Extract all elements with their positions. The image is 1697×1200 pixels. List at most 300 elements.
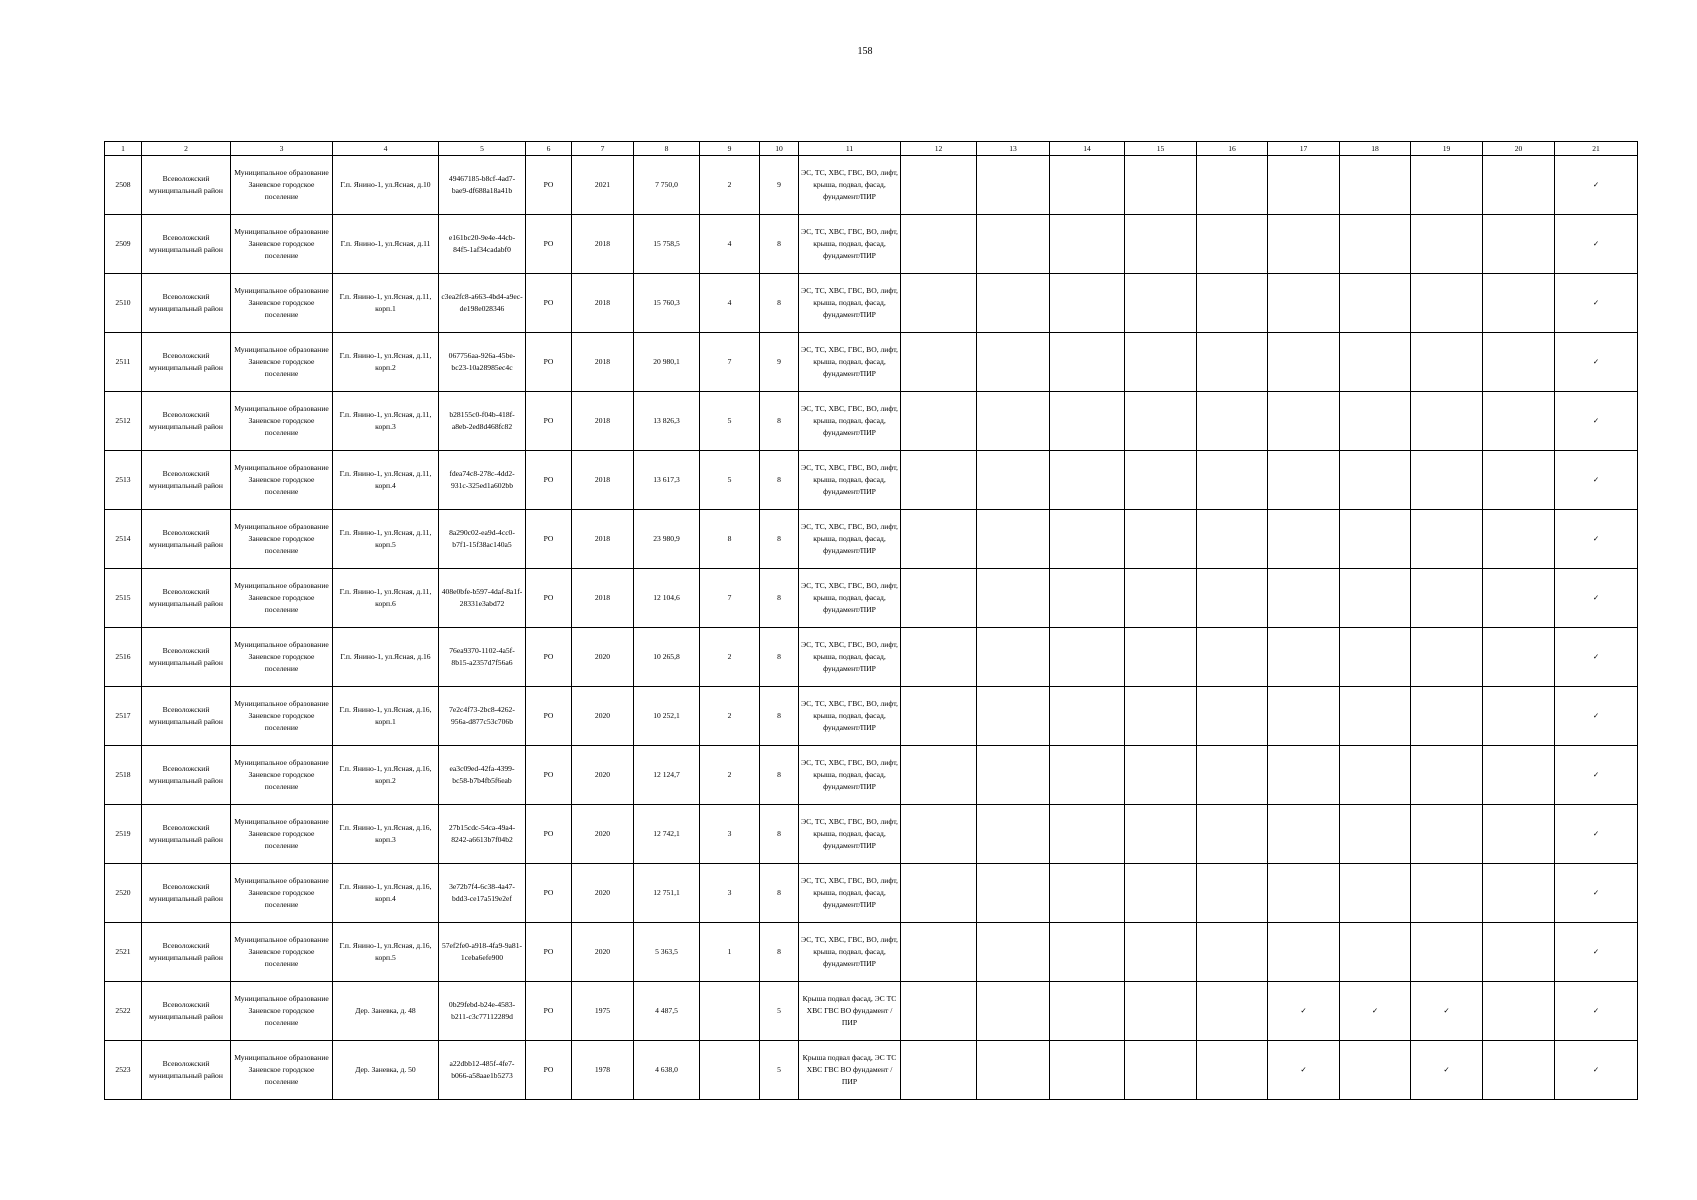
- col18-check-cell: ✓: [1340, 982, 1411, 1041]
- col15-cell: [1125, 1041, 1197, 1100]
- municipality-cell: Муниципальное образование Заневское городское поселение: [231, 451, 333, 510]
- col20-cell: [1483, 569, 1555, 628]
- col12-cell: [901, 687, 977, 746]
- col14-cell: [1050, 156, 1125, 215]
- row-number-cell: 2517: [105, 687, 142, 746]
- floors-cell: 8: [760, 451, 799, 510]
- col9-cell: 5: [700, 451, 760, 510]
- municipality-cell: Муниципальное образование Заневское городское поселение: [231, 333, 333, 392]
- col20-cell: [1483, 392, 1555, 451]
- municipality-cell: Муниципальное образование Заневское городское поселение: [231, 923, 333, 982]
- col15-cell: [1125, 982, 1197, 1041]
- col14-cell: [1050, 982, 1125, 1041]
- col17-check-cell: ✓: [1268, 1041, 1340, 1100]
- col13-cell: [977, 333, 1050, 392]
- column-header-21: 21: [1555, 142, 1638, 156]
- address-cell: Дер. Заневка, д. 50: [333, 1041, 439, 1100]
- year-cell: 2018: [572, 510, 634, 569]
- col13-cell: [977, 1041, 1050, 1100]
- column-header-8: 8: [634, 142, 700, 156]
- col20-cell: [1483, 805, 1555, 864]
- year-cell: 2020: [572, 746, 634, 805]
- area-cell: 10 252,1: [634, 687, 700, 746]
- area-cell: 13 617,3: [634, 451, 700, 510]
- works-cell: Крыша подвал фасад, ЭС ТС ХВС ГВС ВО фундамент /ПИР: [799, 1041, 901, 1100]
- works-cell: ЭС, ТС, ХВС, ГВС, ВО, лифт, крыша, подвал, фасад, фундамент/ПИР: [799, 215, 901, 274]
- district-cell: Всеволожский муниципальный район: [142, 923, 231, 982]
- col17-check-cell: ✓: [1268, 982, 1340, 1041]
- column-header-11: 11: [799, 142, 901, 156]
- col14-cell: [1050, 510, 1125, 569]
- column-header-2: 2: [142, 142, 231, 156]
- col16-cell: [1197, 510, 1268, 569]
- table-row: [105, 510, 1638, 569]
- works-cell: ЭС, ТС, ХВС, ГВС, ВО, лифт, крыша, подвал, фасад, фундамент/ПИР: [799, 510, 901, 569]
- col20-cell: [1483, 982, 1555, 1041]
- col18-check-cell: [1340, 510, 1411, 569]
- col19-check-cell: [1411, 510, 1483, 569]
- area-cell: 4 638,0: [634, 1041, 700, 1100]
- address-cell: Г.п. Янино-1, ул.Ясная, д.11, корп.2: [333, 333, 439, 392]
- col12-cell: [901, 628, 977, 687]
- area-cell: 4 487,5: [634, 982, 700, 1041]
- year-cell: 2018: [572, 451, 634, 510]
- col20-cell: [1483, 451, 1555, 510]
- col15-cell: [1125, 510, 1197, 569]
- address-cell: Г.п. Янино-1, ул.Ясная, д.16, корп.1: [333, 687, 439, 746]
- object-id-cell: b28155c0-f04b-418f-a8eb-2ed8d468fc82: [439, 392, 526, 451]
- col15-cell: [1125, 451, 1197, 510]
- object-id-cell: 3e72b7f4-6c38-4a47-bdd3-ce17a519e2ef: [439, 864, 526, 923]
- col9-cell: 2: [700, 687, 760, 746]
- column-header-12: 12: [901, 142, 977, 156]
- col14-cell: [1050, 746, 1125, 805]
- works-cell: ЭС, ТС, ХВС, ГВС, ВО, лифт, крыша, подвал, фасад, фундамент/ПИР: [799, 392, 901, 451]
- row-number-cell: 2514: [105, 510, 142, 569]
- type-cell: РО: [526, 569, 572, 628]
- col20-cell: [1483, 215, 1555, 274]
- row-number-cell: 2519: [105, 805, 142, 864]
- col13-cell: [977, 156, 1050, 215]
- district-cell: Всеволожский муниципальный район: [142, 569, 231, 628]
- municipality-cell: Муниципальное образование Заневское городское поселение: [231, 392, 333, 451]
- type-cell: РО: [526, 510, 572, 569]
- address-cell: Г.п. Янино-1, ул.Ясная, д.16, корп.5: [333, 923, 439, 982]
- col21-check-cell: ✓: [1555, 156, 1638, 215]
- address-cell: Г.п. Янино-1, ул.Ясная, д.11, корп.1: [333, 274, 439, 333]
- col16-cell: [1197, 392, 1268, 451]
- object-id-cell: ea3c09ed-42fa-4399-bc58-b7b4fb5f6eab: [439, 746, 526, 805]
- col15-cell: [1125, 392, 1197, 451]
- col19-check-cell: [1411, 215, 1483, 274]
- col15-cell: [1125, 628, 1197, 687]
- table-row: [105, 156, 1638, 215]
- col12-cell: [901, 982, 977, 1041]
- type-cell: РО: [526, 215, 572, 274]
- col21-check-cell: ✓: [1555, 628, 1638, 687]
- column-header-4: 4: [333, 142, 439, 156]
- works-cell: ЭС, ТС, ХВС, ГВС, ВО, лифт, крыша, подвал, фасад, фундамент/ПИР: [799, 451, 901, 510]
- col17-check-cell: [1268, 864, 1340, 923]
- district-cell: Всеволожский муниципальный район: [142, 451, 231, 510]
- type-cell: РО: [526, 628, 572, 687]
- col17-check-cell: [1268, 923, 1340, 982]
- col16-cell: [1197, 982, 1268, 1041]
- type-cell: РО: [526, 274, 572, 333]
- table-row: [105, 451, 1638, 510]
- municipality-cell: Муниципальное образование Заневское городское поселение: [231, 628, 333, 687]
- col15-cell: [1125, 215, 1197, 274]
- type-cell: РО: [526, 1041, 572, 1100]
- col17-check-cell: [1268, 510, 1340, 569]
- col18-check-cell: [1340, 805, 1411, 864]
- row-number-cell: 2515: [105, 569, 142, 628]
- address-cell: Г.п. Янино-1, ул.Ясная, д.16: [333, 628, 439, 687]
- district-cell: Всеволожский муниципальный район: [142, 746, 231, 805]
- col16-cell: [1197, 746, 1268, 805]
- column-header-6: 6: [526, 142, 572, 156]
- col19-check-cell: [1411, 687, 1483, 746]
- municipality-cell: Муниципальное образование Заневское городское поселение: [231, 687, 333, 746]
- col9-cell: 5: [700, 392, 760, 451]
- floors-cell: 8: [760, 392, 799, 451]
- col18-check-cell: [1340, 923, 1411, 982]
- col16-cell: [1197, 451, 1268, 510]
- works-cell: ЭС, ТС, ХВС, ГВС, ВО, лифт, крыша, подвал, фасад, фундамент/ПИР: [799, 687, 901, 746]
- floors-cell: 5: [760, 1041, 799, 1100]
- row-number-cell: 2508: [105, 156, 142, 215]
- col20-cell: [1483, 510, 1555, 569]
- col12-cell: [901, 569, 977, 628]
- object-id-cell: 76ea9370-1102-4a5f-8b15-a2357d7f56a6: [439, 628, 526, 687]
- col9-cell: 7: [700, 569, 760, 628]
- district-cell: Всеволожский муниципальный район: [142, 628, 231, 687]
- col16-cell: [1197, 156, 1268, 215]
- district-cell: Всеволожский муниципальный район: [142, 333, 231, 392]
- object-id-cell: e161bc20-9e4e-44cb-84f5-1af34cadabf0: [439, 215, 526, 274]
- year-cell: 2018: [572, 569, 634, 628]
- col19-check-cell: [1411, 864, 1483, 923]
- col18-check-cell: [1340, 569, 1411, 628]
- object-id-cell: 8a290c02-ea9d-4cc0-b7f1-15f38ac140a5: [439, 510, 526, 569]
- col16-cell: [1197, 333, 1268, 392]
- table-row: [105, 746, 1638, 805]
- column-header-5: 5: [439, 142, 526, 156]
- col17-check-cell: [1268, 569, 1340, 628]
- col9-cell: [700, 982, 760, 1041]
- col14-cell: [1050, 805, 1125, 864]
- col16-cell: [1197, 864, 1268, 923]
- column-header-15: 15: [1125, 142, 1197, 156]
- floors-cell: 8: [760, 215, 799, 274]
- type-cell: РО: [526, 864, 572, 923]
- col19-check-cell: ✓: [1411, 982, 1483, 1041]
- column-header-13: 13: [977, 142, 1050, 156]
- col13-cell: [977, 569, 1050, 628]
- year-cell: 2020: [572, 864, 634, 923]
- table-row: [105, 864, 1638, 923]
- table-row: [105, 1041, 1638, 1100]
- column-header-7: 7: [572, 142, 634, 156]
- col18-check-cell: [1340, 687, 1411, 746]
- col18-check-cell: [1340, 451, 1411, 510]
- col17-check-cell: [1268, 156, 1340, 215]
- type-cell: РО: [526, 392, 572, 451]
- col15-cell: [1125, 333, 1197, 392]
- col12-cell: [901, 746, 977, 805]
- column-header-16: 16: [1197, 142, 1268, 156]
- col9-cell: 1: [700, 923, 760, 982]
- year-cell: 2020: [572, 687, 634, 746]
- col19-check-cell: [1411, 923, 1483, 982]
- col9-cell: 2: [700, 628, 760, 687]
- municipality-cell: Муниципальное образование Заневское городское поселение: [231, 510, 333, 569]
- works-cell: ЭС, ТС, ХВС, ГВС, ВО, лифт, крыша, подвал, фасад, фундамент/ПИР: [799, 628, 901, 687]
- table-row: [105, 215, 1638, 274]
- col13-cell: [977, 923, 1050, 982]
- col19-check-cell: [1411, 569, 1483, 628]
- year-cell: 2020: [572, 805, 634, 864]
- col17-check-cell: [1268, 333, 1340, 392]
- col19-check-cell: [1411, 451, 1483, 510]
- col9-cell: 8: [700, 510, 760, 569]
- row-number-cell: 2523: [105, 1041, 142, 1100]
- col13-cell: [977, 274, 1050, 333]
- col17-check-cell: [1268, 451, 1340, 510]
- col15-cell: [1125, 156, 1197, 215]
- col21-check-cell: ✓: [1555, 215, 1638, 274]
- table-row: [105, 923, 1638, 982]
- col16-cell: [1197, 1041, 1268, 1100]
- area-cell: 15 760,3: [634, 274, 700, 333]
- district-cell: Всеволожский муниципальный район: [142, 156, 231, 215]
- col15-cell: [1125, 805, 1197, 864]
- col17-check-cell: [1268, 746, 1340, 805]
- type-cell: РО: [526, 982, 572, 1041]
- col19-check-cell: [1411, 156, 1483, 215]
- area-cell: 10 265,8: [634, 628, 700, 687]
- floors-cell: 5: [760, 982, 799, 1041]
- col15-cell: [1125, 864, 1197, 923]
- district-cell: Всеволожский муниципальный район: [142, 392, 231, 451]
- floors-cell: 8: [760, 274, 799, 333]
- col16-cell: [1197, 923, 1268, 982]
- row-number-cell: 2513: [105, 451, 142, 510]
- col12-cell: [901, 923, 977, 982]
- table-row: [105, 805, 1638, 864]
- address-cell: Г.п. Янино-1, ул.Ясная, д.16, корп.4: [333, 864, 439, 923]
- col18-check-cell: [1340, 864, 1411, 923]
- works-cell: ЭС, ТС, ХВС, ГВС, ВО, лифт, крыша, подвал, фасад, фундамент/ПИР: [799, 333, 901, 392]
- col21-check-cell: ✓: [1555, 569, 1638, 628]
- col20-cell: [1483, 864, 1555, 923]
- floors-cell: 8: [760, 687, 799, 746]
- row-number-cell: 2520: [105, 864, 142, 923]
- year-cell: 2020: [572, 923, 634, 982]
- col12-cell: [901, 215, 977, 274]
- col15-cell: [1125, 923, 1197, 982]
- col9-cell: 4: [700, 215, 760, 274]
- municipality-cell: Муниципальное образование Заневское городское поселение: [231, 982, 333, 1041]
- col17-check-cell: [1268, 392, 1340, 451]
- col18-check-cell: [1340, 215, 1411, 274]
- floors-cell: 9: [760, 333, 799, 392]
- table-row: [105, 982, 1638, 1041]
- district-cell: Всеволожский муниципальный район: [142, 510, 231, 569]
- district-cell: Всеволожский муниципальный район: [142, 805, 231, 864]
- area-cell: 12 104,6: [634, 569, 700, 628]
- col13-cell: [977, 864, 1050, 923]
- row-number-cell: 2521: [105, 923, 142, 982]
- year-cell: 1975: [572, 982, 634, 1041]
- floors-cell: 8: [760, 923, 799, 982]
- column-header-10: 10: [760, 142, 799, 156]
- col12-cell: [901, 156, 977, 215]
- table-row: [105, 392, 1638, 451]
- col21-check-cell: ✓: [1555, 746, 1638, 805]
- area-cell: 20 980,1: [634, 333, 700, 392]
- col18-check-cell: [1340, 628, 1411, 687]
- col19-check-cell: [1411, 746, 1483, 805]
- col13-cell: [977, 392, 1050, 451]
- works-cell: ЭС, ТС, ХВС, ГВС, ВО, лифт, крыша, подвал, фасад, фундамент/ПИР: [799, 746, 901, 805]
- col13-cell: [977, 982, 1050, 1041]
- col17-check-cell: [1268, 274, 1340, 333]
- object-id-cell: 067756aa-926a-45be-bc23-10a28985ec4c: [439, 333, 526, 392]
- col18-check-cell: [1340, 1041, 1411, 1100]
- col9-cell: 2: [700, 746, 760, 805]
- row-number-cell: 2511: [105, 333, 142, 392]
- col17-check-cell: [1268, 628, 1340, 687]
- col14-cell: [1050, 569, 1125, 628]
- object-id-cell: fdea74c8-278c-4dd2-931c-325ed1a602bb: [439, 451, 526, 510]
- col9-cell: 3: [700, 864, 760, 923]
- works-cell: Крыша подвал фасад, ЭС ТС ХВС ГВС ВО фундамент /ПИР: [799, 982, 901, 1041]
- district-cell: Всеволожский муниципальный район: [142, 274, 231, 333]
- district-cell: Всеволожский муниципальный район: [142, 864, 231, 923]
- housing-registry-table: [104, 141, 1638, 1100]
- area-cell: 12 751,1: [634, 864, 700, 923]
- col14-cell: [1050, 392, 1125, 451]
- type-cell: РО: [526, 156, 572, 215]
- col16-cell: [1197, 628, 1268, 687]
- year-cell: 2021: [572, 156, 634, 215]
- col12-cell: [901, 274, 977, 333]
- table-row: [105, 569, 1638, 628]
- type-cell: РО: [526, 805, 572, 864]
- col14-cell: [1050, 923, 1125, 982]
- col13-cell: [977, 215, 1050, 274]
- address-cell: Г.п. Янино-1, ул.Ясная, д.11, корп.5: [333, 510, 439, 569]
- address-cell: Г.п. Янино-1, ул.Ясная, д.16, корп.2: [333, 746, 439, 805]
- district-cell: Всеволожский муниципальный район: [142, 982, 231, 1041]
- col15-cell: [1125, 274, 1197, 333]
- works-cell: ЭС, ТС, ХВС, ГВС, ВО, лифт, крыша, подвал, фасад, фундамент/ПИР: [799, 569, 901, 628]
- col20-cell: [1483, 628, 1555, 687]
- col21-check-cell: ✓: [1555, 274, 1638, 333]
- col16-cell: [1197, 569, 1268, 628]
- floors-cell: 8: [760, 746, 799, 805]
- works-cell: ЭС, ТС, ХВС, ГВС, ВО, лифт, крыша, подвал, фасад, фундамент/ПИР: [799, 864, 901, 923]
- object-id-cell: 7e2c4f73-2bc8-4262-956a-d877c53c706b: [439, 687, 526, 746]
- col12-cell: [901, 1041, 977, 1100]
- col17-check-cell: [1268, 215, 1340, 274]
- area-cell: 5 363,5: [634, 923, 700, 982]
- col19-check-cell: [1411, 274, 1483, 333]
- object-id-cell: 57ef2fe0-a918-4fa9-9a81-1ceba6efe900: [439, 923, 526, 982]
- col12-cell: [901, 864, 977, 923]
- year-cell: 2018: [572, 215, 634, 274]
- col15-cell: [1125, 687, 1197, 746]
- col9-cell: 2: [700, 156, 760, 215]
- type-cell: РО: [526, 923, 572, 982]
- col14-cell: [1050, 864, 1125, 923]
- column-number-row: [105, 142, 1638, 156]
- district-cell: Всеволожский муниципальный район: [142, 687, 231, 746]
- col21-check-cell: ✓: [1555, 982, 1638, 1041]
- works-cell: ЭС, ТС, ХВС, ГВС, ВО, лифт, крыша, подвал, фасад, фундамент/ПИР: [799, 156, 901, 215]
- municipality-cell: Муниципальное образование Заневское городское поселение: [231, 746, 333, 805]
- col18-check-cell: [1340, 333, 1411, 392]
- col16-cell: [1197, 805, 1268, 864]
- row-number-cell: 2518: [105, 746, 142, 805]
- area-cell: 15 758,5: [634, 215, 700, 274]
- year-cell: 2018: [572, 274, 634, 333]
- col13-cell: [977, 746, 1050, 805]
- type-cell: РО: [526, 746, 572, 805]
- object-id-cell: 49467185-b8cf-4ad7-bae9-df688a18a41b: [439, 156, 526, 215]
- address-cell: Г.п. Янино-1, ул.Ясная, д.11, корп.6: [333, 569, 439, 628]
- year-cell: 2020: [572, 628, 634, 687]
- column-header-18: 18: [1340, 142, 1411, 156]
- floors-cell: 8: [760, 510, 799, 569]
- floors-cell: 8: [760, 569, 799, 628]
- table-row: [105, 628, 1638, 687]
- col19-check-cell: [1411, 628, 1483, 687]
- municipality-cell: Муниципальное образование Заневское городское поселение: [231, 569, 333, 628]
- col20-cell: [1483, 156, 1555, 215]
- col13-cell: [977, 805, 1050, 864]
- row-number-cell: 2509: [105, 215, 142, 274]
- col21-check-cell: ✓: [1555, 864, 1638, 923]
- col18-check-cell: [1340, 392, 1411, 451]
- municipality-cell: Муниципальное образование Заневское городское поселение: [231, 274, 333, 333]
- floors-cell: 9: [760, 156, 799, 215]
- year-cell: 1978: [572, 1041, 634, 1100]
- col21-check-cell: ✓: [1555, 392, 1638, 451]
- column-header-20: 20: [1483, 142, 1555, 156]
- municipality-cell: Муниципальное образование Заневское городское поселение: [231, 1041, 333, 1100]
- col14-cell: [1050, 215, 1125, 274]
- col9-cell: 3: [700, 805, 760, 864]
- col20-cell: [1483, 1041, 1555, 1100]
- col12-cell: [901, 333, 977, 392]
- municipality-cell: Муниципальное образование Заневское городское поселение: [231, 805, 333, 864]
- col18-check-cell: [1340, 746, 1411, 805]
- object-id-cell: c3ea2fc8-a663-4bd4-a9ec-de198e028346: [439, 274, 526, 333]
- col12-cell: [901, 805, 977, 864]
- row-number-cell: 2516: [105, 628, 142, 687]
- address-cell: Г.п. Янино-1, ул.Ясная, д.11, корп.4: [333, 451, 439, 510]
- address-cell: Г.п. Янино-1, ул.Ясная, д.11: [333, 215, 439, 274]
- col16-cell: [1197, 687, 1268, 746]
- col19-check-cell: [1411, 392, 1483, 451]
- col15-cell: [1125, 746, 1197, 805]
- year-cell: 2018: [572, 333, 634, 392]
- municipality-cell: Муниципальное образование Заневское городское поселение: [231, 864, 333, 923]
- year-cell: 2018: [572, 392, 634, 451]
- table-body: [105, 156, 1638, 1100]
